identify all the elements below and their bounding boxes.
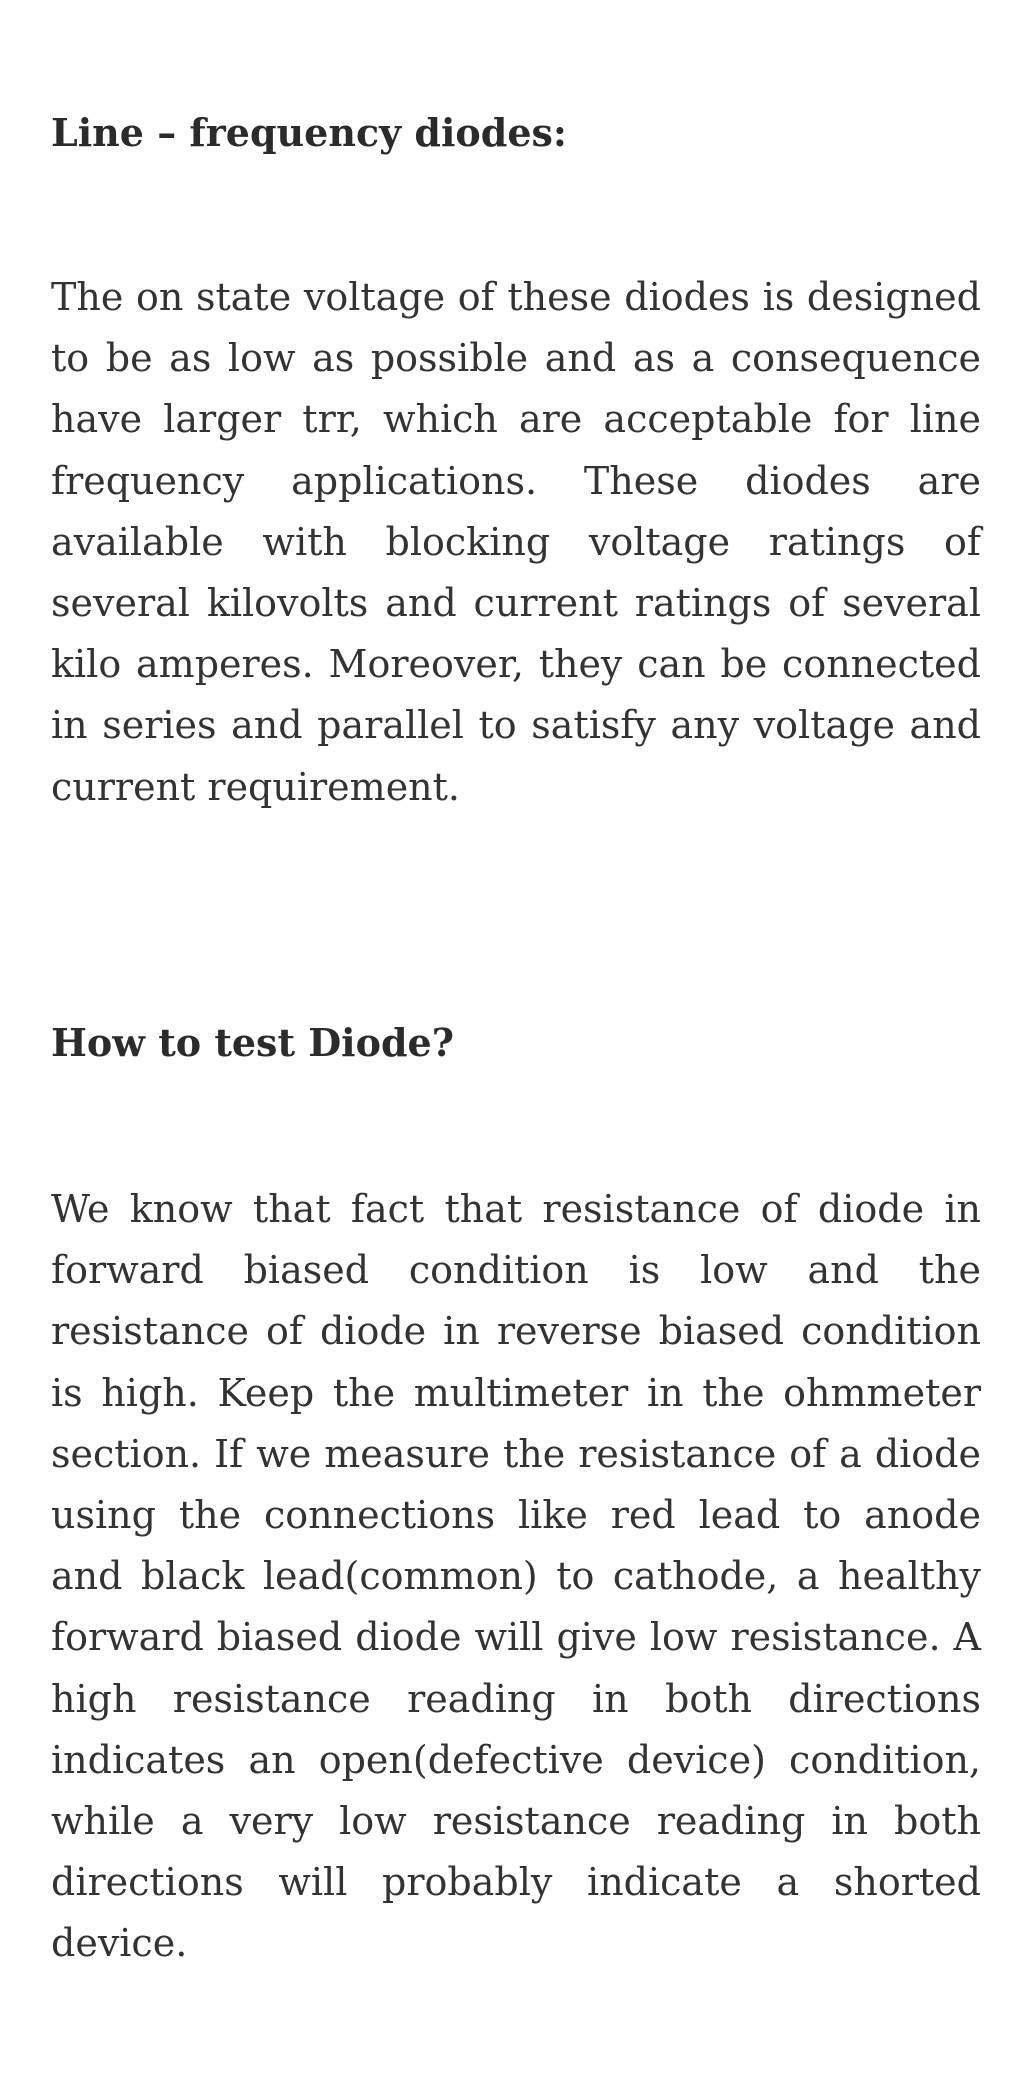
section-paragraph-how-to-test-diode: We know that fact that resistance of diode in forward biased condition is low and the resistance of diode in reverse biased condition is high. Keep the multimeter in the ohmmeter section. If we measure the resistance of a diode using the connections like red lead to anode and black lead(common) to cathode, a healthy forward biased diode will give low resistance. A high resistance reading in both directions indicates an open(defective device) condition, while a very low resistance reading in both directions will probably indicate a shorted device. — [51, 1187, 981, 1966]
section-paragraph-line-frequency-diodes: The on state voltage of these diodes is designed to be as low as possible and as a consequence have larger trr, which are acceptable for line frequency applications. These diodes are available with blocking voltage ratings of several kilovolts and current ratings of several kilo amperes. Moreover, they can be connected in series and parallel to satisfy any voltage and current requirement. — [51, 275, 981, 809]
section-heading-line-frequency-diodes: Line – frequency diodes: — [51, 110, 567, 155]
section-heading-how-to-test-diode: How to test Diode? — [51, 1020, 454, 1065]
